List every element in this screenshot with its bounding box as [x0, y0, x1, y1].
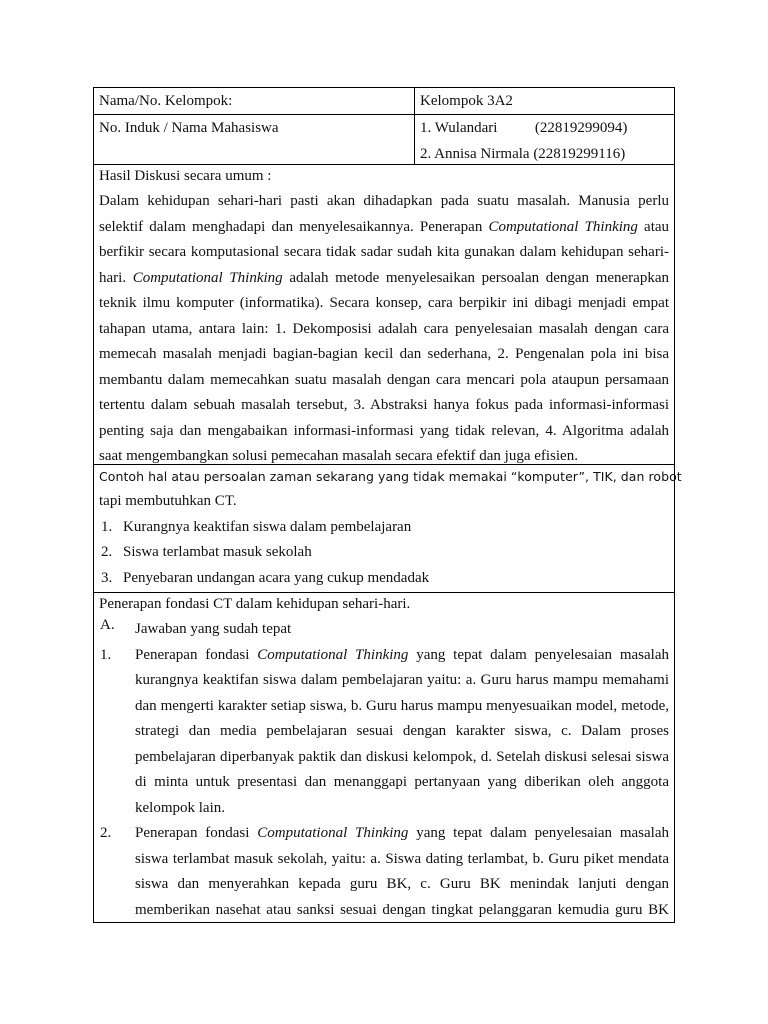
example-number: 3. — [101, 569, 113, 586]
application-item-line: kurangnya keaktifan siswa dalam pembelajaran yaitu: a. Guru harus mampu memahami — [135, 672, 669, 688]
group-row — [94, 88, 674, 115]
example-text: Penyebaran undangan acara yang cukup mendadak — [123, 569, 430, 586]
emphasis-text: Computational Thinking — [132, 269, 283, 286]
member-2: 2. Annisa Nirmala (22819299116) — [420, 145, 626, 162]
emphasis-text: Computational Thinking — [257, 646, 409, 663]
application-item-number: 1. — [100, 646, 112, 663]
group-label: Nama/No. Kelompok: — [99, 93, 233, 109]
discussion-line: membantu dalam memecahkan suatu masalah dengan cara mencari pola ataupun persamaan — [99, 371, 669, 388]
discussion-paragraph — [99, 189, 669, 470]
application-item-line: memberikan nasehat atau sanksi sesuai dengan tingkat pelanggaran kemudia guru BK — [135, 901, 669, 918]
example-text: Siswa terlambat masuk sekolah — [123, 544, 312, 560]
discussion-line: teknik ilmu komputer (informatika). Secara konsep, cara berpikir ini dibagi menjadi empat — [99, 295, 669, 311]
examples-title-line2: tapi membutuhkan CT. — [99, 493, 237, 509]
application-item-body — [135, 643, 669, 822]
examples-section — [94, 464, 682, 593]
discussion-line: Dalam kehidupan sehari-hari pasti akan dihadapkan pada suatu masalah. Manusia perlu — [99, 193, 669, 209]
members-value-cell — [415, 115, 674, 164]
members-row — [94, 115, 674, 165]
subheading-text: Jawaban yang sudah tepat — [135, 621, 292, 637]
example-number: 2. — [101, 544, 113, 560]
discussion-line: saat mengembangkan solusi pemecahan masalah secara efektif dan juga efisien. — [99, 448, 578, 464]
application-item-line: dan mengerti karakter setiap siswa, b. Guru harus mampu menyesuaikan model, metode, — [135, 697, 669, 714]
group-value-cell — [415, 88, 674, 114]
application-title: Penerapan fondasi CT dalam kehidupan sehari-hari. — [99, 596, 411, 612]
discussion-line: tertentu dalam sebuah masalah tersebut, 3. Abstraksi hanya fokus pada informasi-informasi — [99, 397, 669, 413]
discussion-line: memecah masalah menjadi bagian-bagian kecil dan sederhana, 2. Pengenalan pola ini bisa — [99, 346, 669, 362]
emphasis-text: Computational Thinking — [257, 825, 409, 841]
application-item-line: pembelajaran diperbanyak paktik dan diskusi kelompok, d. Setelah diskusi selesai siswa — [135, 748, 669, 765]
application-item-line: siswa dan menyerahkan kepada guru BK, c. Guru BK menindak lanjuti dengan — [135, 876, 669, 892]
application-item-line: kelompok lain. — [135, 799, 225, 816]
discussion-line: selektif dalam menghadapi dan menyelesaikannya. Penerapan Computational Thinking atau — [99, 218, 670, 235]
discussion-section — [94, 164, 674, 465]
example-item — [99, 540, 669, 566]
member-1: 1. Wulandari (22819299094) — [420, 120, 628, 136]
application-item-line: di minta untuk presentasi dan menanggapi pertanyaan yang diberikan oleh anggota — [135, 774, 669, 790]
example-item — [99, 515, 669, 541]
application-item — [99, 643, 669, 822]
application-item-number: 2. — [100, 825, 112, 841]
examples-title-line1: Contoh hal atau persoalan zaman sekarang yang tidak memakai “komputer”, TIK, dan robot — [99, 469, 682, 484]
discussion-title: Hasil Diskusi secara umum : — [99, 168, 272, 184]
worksheet-table — [93, 87, 682, 923]
application-subheading — [99, 617, 669, 643]
application-section — [94, 593, 674, 922]
discussion-line: penting saja dan mengabaikan informasi-informasi yang tidak relevan, 4. Algoritma adalah — [99, 422, 669, 439]
application-item-body — [135, 821, 669, 922]
application-item-line: siswa terlambat masuk sekolah, yaitu: a. Siswa dating terlambat, b. Guru piket mendata — [135, 850, 669, 867]
application-item-line: Penerapan fondasi Computational Thinking yang tepat dalam penyelesaian masalah — [135, 646, 669, 663]
subheading-marker: A. — [100, 617, 115, 633]
discussion-line: berfikir secara komputasional secara tidak sadar sudah kita gunakan dalam kehidupan sehari- — [99, 244, 669, 260]
example-text: Kurangnya keaktifan siswa dalam pembelajaran — [123, 518, 412, 535]
discussion-line: tahapan utama, antara lain: 1. Dekomposisi adalah cara penyelesaian masalah dengan cara — [99, 320, 669, 337]
application-item-line: strategi dan media pembelajaran sesuai dengan karakter siswa, c. Dalam proses — [135, 723, 669, 739]
examples-list — [99, 515, 669, 592]
members-label-cell — [94, 115, 415, 164]
example-number: 1. — [101, 518, 113, 535]
discussion-line: hari. Computational Thinking adalah metode menyelesaikan persoalan dengan menerapkan — [99, 269, 669, 286]
application-items — [99, 643, 669, 923]
example-item — [99, 566, 669, 592]
emphasis-text: Computational Thinking — [488, 218, 638, 235]
group-value: Kelompok 3A2 — [420, 93, 513, 109]
application-item — [99, 821, 669, 922]
members-label: No. Induk / Nama Mahasiswa — [99, 120, 279, 136]
group-label-cell — [94, 88, 415, 114]
application-item-line: Penerapan fondasi Computational Thinking yang tepat dalam penyelesaian masalah — [135, 825, 669, 841]
